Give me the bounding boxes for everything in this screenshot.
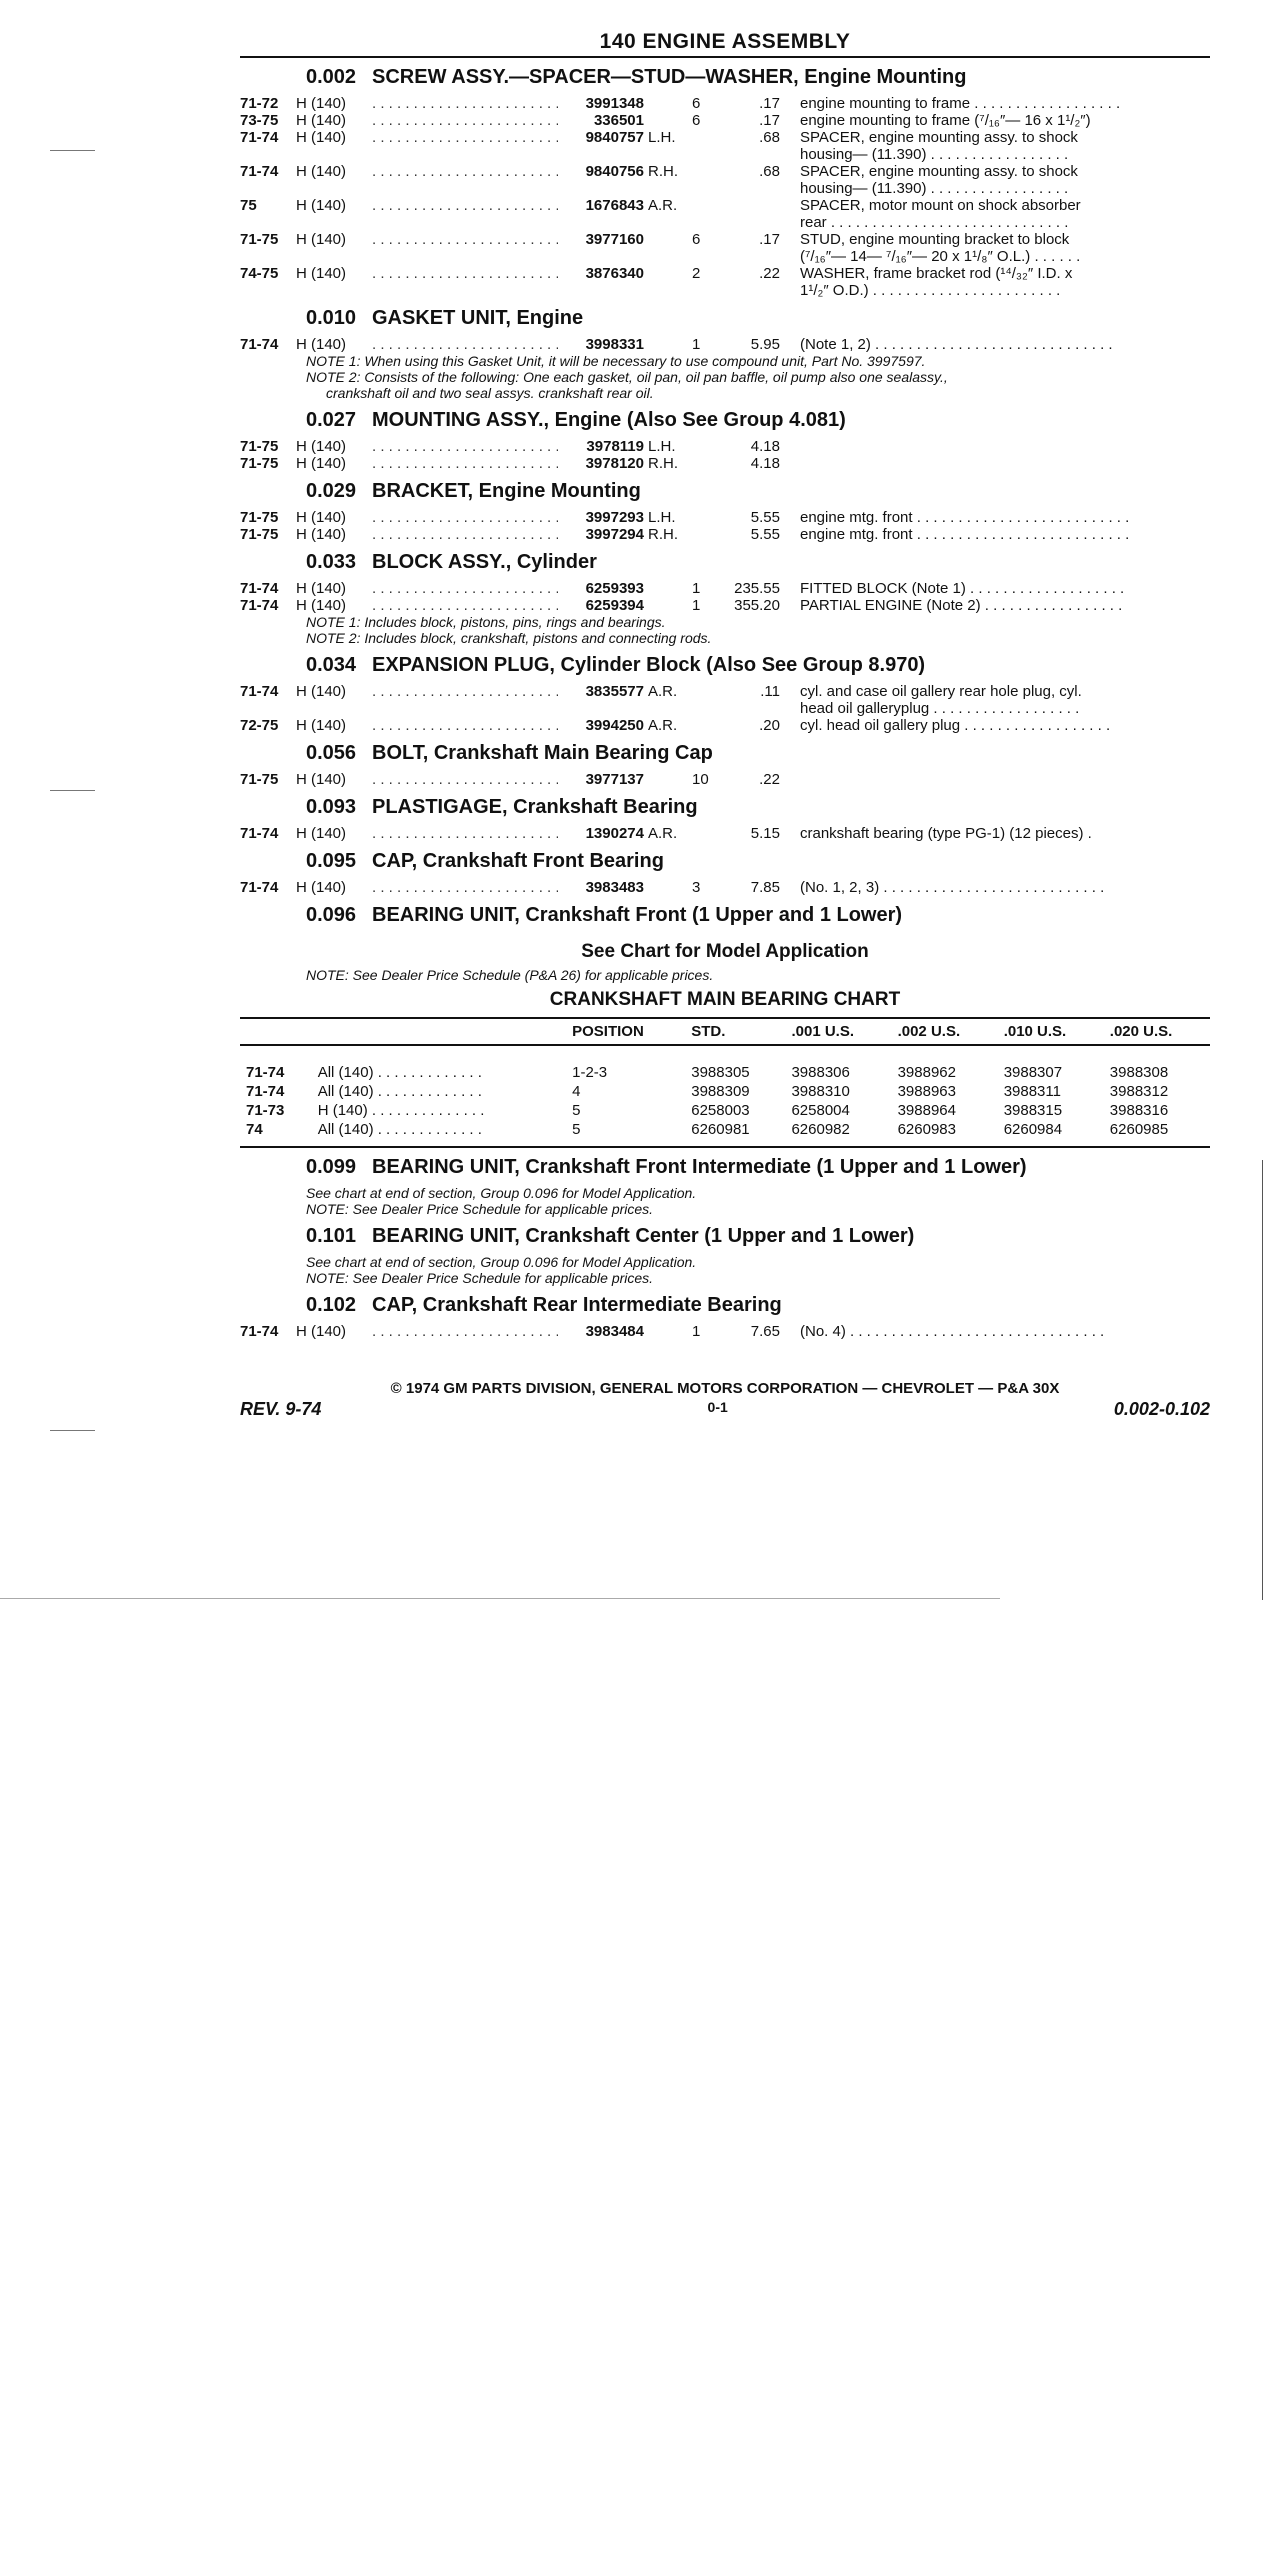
catalog-page xyxy=(240,30,1210,1420)
group-number: 0.027 xyxy=(306,409,357,431)
quantity: 1 xyxy=(692,1323,701,1340)
part-row xyxy=(240,1323,1210,1340)
price: 5.55 xyxy=(750,509,780,526)
part-row xyxy=(240,580,1210,597)
model-code: H (140) xyxy=(296,336,347,353)
catalog-section xyxy=(240,1156,1210,1217)
catalog-section xyxy=(240,551,1210,646)
group-title: BEARING UNIT, Crankshaft Front (1 Upper and 1 Lower) xyxy=(372,904,903,926)
model-code: H (140) xyxy=(296,683,347,700)
quantity: 6 xyxy=(692,95,701,112)
section-heading xyxy=(240,480,1210,503)
part-row xyxy=(240,231,1210,265)
group-title: GASKET UNIT, Engine xyxy=(372,307,584,329)
chart-cell: 74 xyxy=(240,1120,312,1147)
catalog-section xyxy=(240,66,1210,299)
catalog-section xyxy=(240,1225,1210,1286)
price: .22 xyxy=(759,771,780,788)
chart-cell: 3988305 xyxy=(691,1064,750,1081)
model-years: 71-75 xyxy=(240,231,279,248)
section-heading xyxy=(240,551,1210,574)
part-row xyxy=(240,265,1210,299)
catalog-section xyxy=(240,1294,1210,1340)
model-code: H (140) xyxy=(296,717,347,734)
group-title: CAP, Crankshaft Rear Intermediate Bearing xyxy=(372,1294,782,1316)
chart-cell: 6258003 xyxy=(691,1102,750,1119)
part-description: engine mtg. front . . . . . . . . . . . . . . . . . . . . . . . . . . xyxy=(800,509,1130,526)
group-number: 0.101 xyxy=(306,1225,357,1247)
chart-price-note: NOTE: See Dealer Price Schedule (P&A 26) for applicable prices. xyxy=(306,967,714,983)
dot-leader xyxy=(372,231,558,248)
catalog-section xyxy=(240,796,1210,842)
part-row xyxy=(240,597,1210,614)
chart-cell: 5 xyxy=(572,1102,581,1119)
model-years: 71-75 xyxy=(240,771,279,788)
chart-cell: 3988316 xyxy=(1109,1102,1169,1119)
chart-cell: 5 xyxy=(566,1120,685,1147)
dot-leader xyxy=(372,95,558,112)
chart-column-header: STD. xyxy=(685,1018,785,1045)
side-code: A.R. xyxy=(648,197,678,214)
bearing-chart xyxy=(240,1017,1210,1148)
bearing-chart-title: CRANKSHAFT MAIN BEARING CHART xyxy=(549,989,901,1010)
model-years: 71-74 xyxy=(240,879,279,896)
group-number: 0.099 xyxy=(306,1156,357,1178)
side-code: L.H. xyxy=(648,509,676,526)
part-description: (Note 1, 2) . . . . . . . . . . . . . . . . . . . . . . . . . . . . . xyxy=(800,336,1113,353)
quantity: 6 xyxy=(692,231,701,248)
part-description: cyl. and case oil gallery rear hole plug, cyl. head oil galleryplug . . . . . . . . . . . . . . . . . . xyxy=(800,683,1082,717)
group-range: 0.002-0.102 xyxy=(1113,1399,1210,1419)
part-row xyxy=(240,197,1210,231)
part-row xyxy=(240,509,1210,526)
price: 235.55 xyxy=(734,580,780,597)
copyright-line: © 1974 GM PARTS DIVISION, GENERAL MOTORS CORPORATION — CHEVROLET — P&A 30X xyxy=(390,1380,1060,1397)
price: .68 xyxy=(759,163,780,180)
model-years: 71-74 xyxy=(240,163,279,180)
chart-column-header: .020 U.S. xyxy=(1104,1018,1210,1045)
part-number: 3998331 xyxy=(585,336,644,353)
group-title: BRACKET, Engine Mounting xyxy=(372,480,641,502)
section-heading xyxy=(240,409,1210,432)
chart-cell: 6260985 xyxy=(1104,1120,1210,1147)
part-number: 3977137 xyxy=(585,771,644,788)
margin-mark xyxy=(50,1430,95,1431)
chart-cell: 3988309 xyxy=(691,1083,750,1100)
side-code: R.H. xyxy=(648,163,678,180)
model-code: H (140) xyxy=(296,771,347,788)
quantity: 3 xyxy=(692,879,701,896)
part-description: cyl. head oil gallery plug . . . . . . . . . . . . . . . . . . xyxy=(800,717,1111,734)
model-years: 71-74 xyxy=(240,1323,279,1340)
section-heading xyxy=(240,742,1210,765)
section-note: NOTE 1: Includes block, pistons, pins, rings and bearings. xyxy=(306,614,666,630)
section-heading xyxy=(240,66,1210,89)
quantity: 6 xyxy=(692,112,701,129)
scan-edge-line xyxy=(0,1598,1000,1599)
section-note: NOTE: See Dealer Price Schedule for applicable prices. xyxy=(306,1270,654,1286)
model-years: 71-74 xyxy=(240,580,279,597)
part-row xyxy=(240,771,1210,788)
chart-column-header: .001 U.S. xyxy=(785,1018,891,1045)
model-code: H (140) xyxy=(296,526,347,543)
part-row xyxy=(240,438,1210,455)
dot-leader xyxy=(372,597,558,614)
dot-leader xyxy=(372,825,558,842)
chart-cell: 3988312 xyxy=(1109,1083,1169,1100)
price: .17 xyxy=(759,112,780,129)
catalog-section xyxy=(240,409,1210,472)
dot-leader xyxy=(372,1323,558,1340)
part-number: 6259393 xyxy=(585,580,644,597)
part-description: STUD, engine mounting bracket to block (⁷/₁₆″— 14— ⁷/₁₆″— 20 x 1¹/₈″ O.L.) . . . . . . xyxy=(800,231,1081,265)
part-description: engine mounting to frame . . . . . . . . . . . . . . . . . . xyxy=(800,95,1121,112)
group-title: CAP, Crankshaft Front Bearing xyxy=(372,850,664,872)
quantity: 10 xyxy=(692,771,709,788)
page-title: 140 ENGINE ASSEMBLY xyxy=(240,30,1210,58)
catalog-section xyxy=(240,742,1210,788)
model-code: H (140) xyxy=(296,163,347,180)
part-number: 6259394 xyxy=(585,597,644,614)
chart-cell: H (140) . . . . . . . . . . . . . . xyxy=(317,1102,485,1119)
part-row xyxy=(240,825,1210,842)
part-number: 9840757 xyxy=(585,129,644,146)
model-code: H (140) xyxy=(296,265,347,282)
catalog-section xyxy=(240,850,1210,896)
price: .20 xyxy=(759,717,780,734)
chart-row xyxy=(240,1082,1210,1101)
part-number: 3835577 xyxy=(585,683,644,700)
chart-cell: 4 xyxy=(572,1083,581,1100)
part-row xyxy=(240,455,1210,472)
model-code: H (140) xyxy=(296,509,347,526)
group-title: PLASTIGAGE, Crankshaft Bearing xyxy=(372,796,698,818)
dot-leader xyxy=(372,580,558,597)
catalog-section xyxy=(240,654,1210,734)
section-heading xyxy=(240,1294,1210,1317)
part-number: 3977160 xyxy=(585,231,644,248)
group-title: BOLT, Crankshaft Main Bearing Cap xyxy=(372,742,713,764)
chart-cell: 3988310 xyxy=(791,1083,850,1100)
part-row xyxy=(240,129,1210,163)
price: 4.18 xyxy=(750,438,780,455)
part-description: (No. 1, 2, 3) . . . . . . . . . . . . . . . . . . . . . . . . . . . xyxy=(800,879,1105,896)
dot-leader xyxy=(372,438,558,455)
section-note: See chart at end of section, Group 0.096 for Model Application. xyxy=(306,1185,697,1201)
price: 4.18 xyxy=(750,455,780,472)
page-footer xyxy=(240,1380,1210,1420)
dot-leader xyxy=(372,129,558,146)
dot-leader xyxy=(372,509,558,526)
part-description: SPACER, motor mount on shock absorber rear . . . . . . . . . . . . . . . . . . . . . . . . . . . . . xyxy=(800,197,1081,231)
group-title: BEARING UNIT, Crankshaft Center (1 Upper and 1 Lower) xyxy=(372,1225,915,1247)
model-years: 73-75 xyxy=(240,112,279,129)
part-description: (No. 4) . . . . . . . . . . . . . . . . . . . . . . . . . . . . . . . xyxy=(800,1323,1105,1340)
quantity: 1 xyxy=(692,336,701,353)
part-number: 1390274 xyxy=(585,825,644,842)
margin-mark xyxy=(50,790,95,791)
chart-cell: 3988963 xyxy=(897,1083,956,1100)
chart-column-header: POSITION xyxy=(566,1018,685,1045)
chart-row xyxy=(240,1120,1210,1147)
dot-leader xyxy=(372,879,558,896)
dot-leader xyxy=(372,336,558,353)
group-title: SCREW ASSY.—SPACER—STUD—WASHER, Engine Mounting xyxy=(372,66,967,88)
part-description: WASHER, frame bracket rod (¹⁴/₃₂″ I.D. x 1¹/₂″ O.D.) . . . . . . . . . . . . . . . . . . . . . . . xyxy=(800,265,1073,299)
part-description: crankshaft bearing (type PG-1) (12 pieces) . xyxy=(800,825,1092,842)
model-code: H (140) xyxy=(296,197,347,214)
part-row xyxy=(240,526,1210,543)
chart-cell: All (140) . . . . . . . . . . . . . xyxy=(312,1120,566,1147)
part-number: 3997294 xyxy=(585,526,644,543)
part-row xyxy=(240,683,1210,717)
part-number: 9840756 xyxy=(585,163,644,180)
model-code: H (140) xyxy=(296,825,347,842)
part-number: 3983484 xyxy=(585,1323,644,1340)
dot-leader xyxy=(372,455,558,472)
chart-cell: 3988311 xyxy=(1003,1083,1061,1100)
part-row xyxy=(240,163,1210,197)
model-years: 71-75 xyxy=(240,509,279,526)
section-note: NOTE 2: Includes block, crankshaft, pistons and connecting rods. xyxy=(306,630,712,646)
page-number: 0-1 xyxy=(707,1399,728,1415)
group-title: MOUNTING ASSY., Engine (Also See Group 4.081) xyxy=(372,409,846,431)
chart-cell: 6260981 xyxy=(685,1120,785,1147)
model-years: 72-75 xyxy=(240,717,279,734)
chart-cell: 71-74 xyxy=(246,1064,285,1081)
price: .68 xyxy=(759,129,780,146)
price: 5.95 xyxy=(750,336,780,353)
quantity: 1 xyxy=(692,597,701,614)
part-number: 1676843 xyxy=(585,197,644,214)
chart-cell: 1-2-3 xyxy=(572,1064,608,1081)
catalog-section xyxy=(240,480,1210,543)
chart-cell: 3988964 xyxy=(897,1102,956,1119)
section-heading xyxy=(240,904,1210,927)
price: .17 xyxy=(759,231,780,248)
part-number: 3994250 xyxy=(585,717,644,734)
model-years: 71-75 xyxy=(240,455,279,472)
part-number: 3978120 xyxy=(585,455,644,472)
dot-leader xyxy=(372,526,558,543)
section-heading xyxy=(240,796,1210,819)
revision-label: REV. 9-74 xyxy=(240,1399,322,1419)
model-code: H (140) xyxy=(296,597,347,614)
chart-cell: 6260982 xyxy=(785,1120,891,1147)
side-code: R.H. xyxy=(648,526,678,543)
part-description: PARTIAL ENGINE (Note 2) . . . . . . . . . . . . . . . . . xyxy=(800,597,1123,614)
price: 355.20 xyxy=(734,597,780,614)
quantity: 2 xyxy=(692,265,701,282)
chart-cell: 6260983 xyxy=(892,1120,998,1147)
part-description: SPACER, engine mounting assy. to shock housing— (11.390) . . . . . . . . . . . . . . . . . xyxy=(800,129,1078,163)
section-heading xyxy=(240,1225,1210,1248)
chart-header-row xyxy=(240,1018,1210,1045)
price: 5.55 xyxy=(750,526,780,543)
part-row xyxy=(240,95,1210,112)
dot-leader xyxy=(372,771,558,788)
model-years: 71-75 xyxy=(240,438,279,455)
chart-cell: 6260984 xyxy=(998,1120,1104,1147)
chart-column-header xyxy=(240,1018,312,1045)
side-code: L.H. xyxy=(648,438,676,455)
section-note: NOTE 2: Consists of the following: One each gasket, oil pan, oil pan baffle, oil pump also one sealassy., xyxy=(306,369,948,385)
chart-cell: 3988315 xyxy=(1003,1102,1063,1119)
model-years: 71-74 xyxy=(240,129,279,146)
chart-row xyxy=(240,1101,1210,1120)
dot-leader xyxy=(372,265,558,282)
model-code: H (140) xyxy=(296,580,347,597)
section-note: NOTE: See Dealer Price Schedule for applicable prices. xyxy=(306,1201,654,1217)
chart-cell: 71-74 xyxy=(246,1083,285,1100)
chart-cell: 3988308 xyxy=(1109,1064,1169,1081)
group-number: 0.093 xyxy=(306,796,357,818)
dot-leader xyxy=(372,683,558,700)
chart-cell: 3988962 xyxy=(897,1064,956,1081)
chart-cell: 6258004 xyxy=(791,1102,850,1119)
model-years: 71-72 xyxy=(240,95,279,112)
chart-cell: 3988307 xyxy=(1003,1064,1063,1081)
part-number: 3978119 xyxy=(586,438,644,455)
scan-edge-line xyxy=(1262,1160,1263,1600)
model-years: 71-75 xyxy=(240,526,279,543)
part-row xyxy=(240,879,1210,896)
see-chart-heading: See Chart for Model Application xyxy=(581,941,869,962)
side-code: A.R. xyxy=(648,717,678,734)
section-heading xyxy=(240,654,1210,677)
group-number: 0.033 xyxy=(306,551,357,573)
price: .17 xyxy=(759,95,780,112)
model-code: H (140) xyxy=(296,112,347,129)
part-number: 3876340 xyxy=(585,265,644,282)
model-years: 71-74 xyxy=(240,683,279,700)
chart-column-header xyxy=(312,1018,566,1045)
chart-cell: All (140) . . . . . . . . . . . . . xyxy=(317,1064,482,1081)
dot-leader xyxy=(372,163,558,180)
section-note: NOTE 1: When using this Gasket Unit, it will be necessary to use compound unit, Part No. 3997597. xyxy=(306,353,926,369)
part-number: 3991348 xyxy=(585,95,644,112)
section-note: crankshaft oil and two seal assys. crankshaft rear oil. xyxy=(326,385,654,401)
quantity: 1 xyxy=(692,580,701,597)
model-years: 74-75 xyxy=(240,265,279,282)
margin-mark xyxy=(50,150,95,151)
model-code: H (140) xyxy=(296,438,347,455)
part-description: FITTED BLOCK (Note 1) . . . . . . . . . . . . . . . . . . . xyxy=(800,580,1125,597)
dot-leader xyxy=(372,197,558,214)
group-number: 0.034 xyxy=(306,654,357,676)
side-code: A.R. xyxy=(648,825,678,842)
chart-cell: 3988306 xyxy=(791,1064,850,1081)
group-title: BLOCK ASSY., Cylinder xyxy=(372,551,597,573)
chart-column-header: .010 U.S. xyxy=(998,1018,1104,1045)
dot-leader xyxy=(372,112,558,129)
chart-body xyxy=(240,1045,1210,1147)
price: 7.65 xyxy=(750,1323,780,1340)
catalog-section xyxy=(240,904,1210,927)
group-number: 0.095 xyxy=(306,850,357,872)
part-row xyxy=(240,112,1210,129)
group-number: 0.056 xyxy=(306,742,357,764)
chart-cell: 71-73 xyxy=(246,1102,285,1119)
side-code: L.H. xyxy=(648,129,676,146)
sections-bottom xyxy=(240,1156,1210,1340)
price: 7.85 xyxy=(750,879,780,896)
catalog-section xyxy=(240,307,1210,401)
price: 5.15 xyxy=(750,825,780,842)
sections-top xyxy=(240,66,1210,927)
model-code: H (140) xyxy=(296,129,347,146)
group-number: 0.029 xyxy=(306,480,357,502)
group-number: 0.002 xyxy=(306,66,357,88)
price: .11 xyxy=(760,683,780,700)
section-heading xyxy=(240,307,1210,330)
part-description: engine mtg. front . . . . . . . . . . . . . . . . . . . . . . . . . . xyxy=(800,526,1130,543)
side-code: R.H. xyxy=(648,455,678,472)
dot-leader xyxy=(372,717,558,734)
side-code: A.R. xyxy=(648,683,678,700)
model-code: H (140) xyxy=(296,231,347,248)
model-code: H (140) xyxy=(296,455,347,472)
model-code: H (140) xyxy=(296,95,347,112)
model-years: 71-74 xyxy=(240,336,279,353)
group-number: 0.096 xyxy=(306,904,357,926)
group-number: 0.102 xyxy=(306,1294,357,1316)
model-code: H (140) xyxy=(296,879,347,896)
price: .22 xyxy=(759,265,780,282)
chart-column-header: .002 U.S. xyxy=(892,1018,998,1045)
group-title: BEARING UNIT, Crankshaft Front Intermediate (1 Upper and 1 Lower) xyxy=(372,1156,1027,1178)
chart-cell: All (140) . . . . . . . . . . . . . xyxy=(317,1083,482,1100)
group-number: 0.010 xyxy=(306,307,357,329)
model-code: H (140) xyxy=(296,1323,347,1340)
part-row xyxy=(240,717,1210,734)
part-row xyxy=(240,336,1210,353)
part-number: 336501 xyxy=(593,112,644,129)
section-heading xyxy=(240,1156,1210,1179)
model-years: 71-74 xyxy=(240,597,279,614)
model-years: 71-74 xyxy=(240,825,279,842)
part-description: engine mounting to frame (⁷/₁₆″— 16 x 1¹/₂″) xyxy=(800,112,1091,129)
section-note: See chart at end of section, Group 0.096 for Model Application. xyxy=(306,1254,697,1270)
model-years: 75 xyxy=(240,197,257,214)
part-number: 3983483 xyxy=(585,879,644,896)
group-title: EXPANSION PLUG, Cylinder Block (Also See Group 8.970) xyxy=(372,654,926,676)
section-heading xyxy=(240,850,1210,873)
part-description: SPACER, engine mounting assy. to shock housing— (11.390) . . . . . . . . . . . . . . . . . xyxy=(800,163,1078,197)
chart-row xyxy=(240,1045,1210,1082)
part-number: 3997293 xyxy=(585,509,644,526)
